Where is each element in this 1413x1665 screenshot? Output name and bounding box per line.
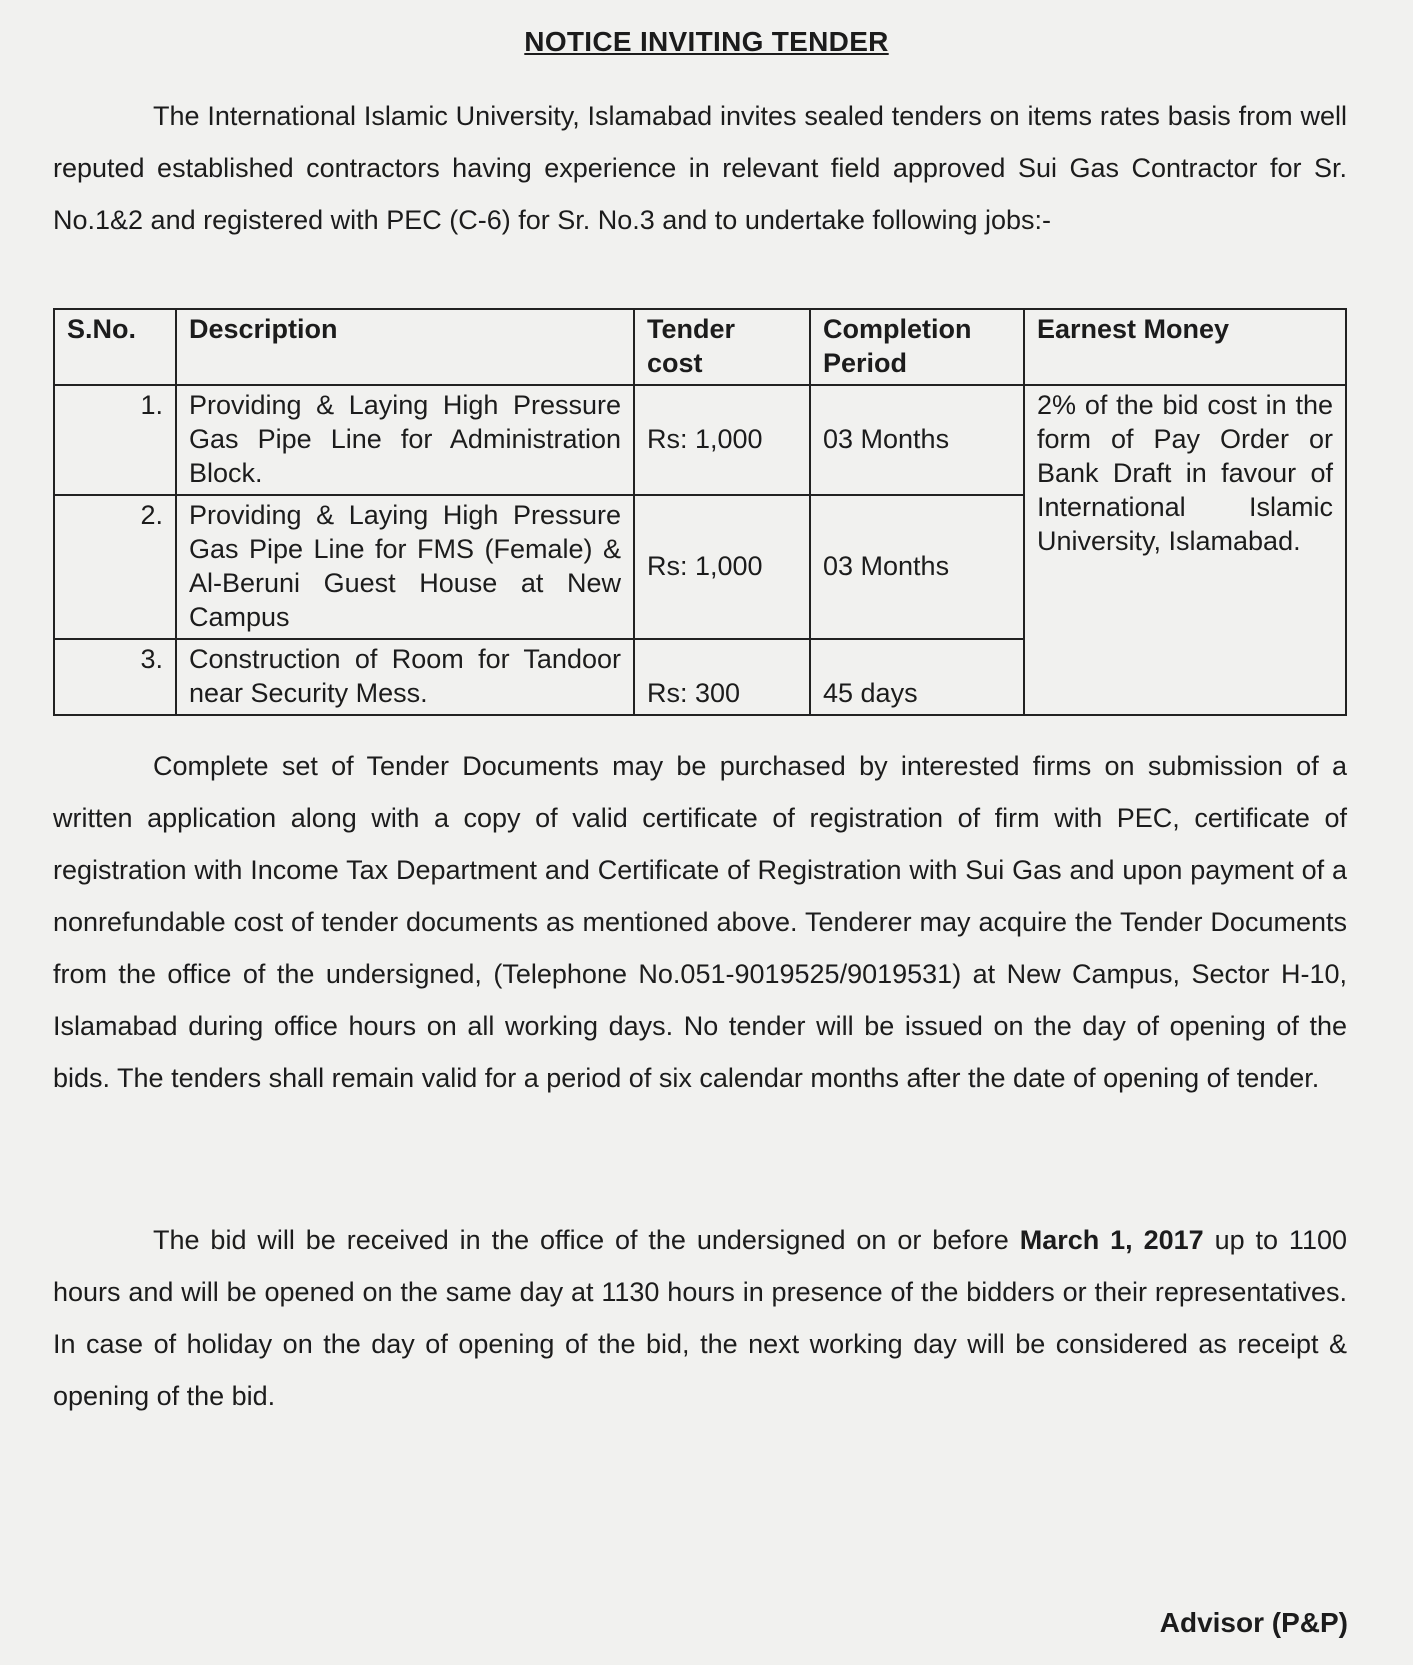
- row-sno: 1.: [54, 385, 176, 495]
- row-completion-period: 03 Months: [810, 495, 1024, 639]
- table-row: [54, 385, 1346, 495]
- header-completion-period: Completion Period: [810, 309, 1024, 385]
- header-earnest-money: Earnest Money: [1024, 309, 1346, 385]
- bid-text-before: The bid will be received in the office of the undersigned on or before: [153, 1225, 1009, 1255]
- row-completion-period: 03 Months: [810, 385, 1024, 495]
- intro-paragraph: [53, 90, 1347, 246]
- row-description: Providing & Laying High Pressure Gas Pipe Line for Administration Block.: [176, 385, 634, 495]
- header-tender-cost: Tender cost: [634, 309, 810, 385]
- notice-title: NOTICE INVITING TENDER: [524, 26, 889, 57]
- header-description: Description: [176, 309, 634, 385]
- signature: Advisor (P&P): [1159, 1607, 1348, 1638]
- row-tender-cost: Rs: 1,000: [634, 495, 810, 639]
- bid-paragraph: [53, 1214, 1347, 1422]
- row-tender-cost: Rs: 300: [634, 639, 810, 715]
- row-completion-period: 45 days: [810, 639, 1024, 715]
- documents-paragraph: [53, 740, 1347, 1104]
- row-tender-cost: Rs: 1,000: [634, 385, 810, 495]
- row-description: Construction of Room for Tandoor near Security Mess.: [176, 639, 634, 715]
- bid-date: March 1, 2017: [1019, 1225, 1204, 1255]
- row-sno: 2.: [54, 495, 176, 639]
- row-description: Providing & Laying High Pressure Gas Pipe Line for FMS (Female) & Al-Beruni Guest House at New Campus: [176, 495, 634, 639]
- row-sno: 3.: [54, 639, 176, 715]
- header-sno: S.No.: [54, 309, 176, 385]
- intro-text: The International Islamic University, Islamabad invites sealed tenders on items rates basis from well reputed established contractors having experience in relevant field approved Sui Gas Contractor for Sr. No.1&2 and registered with PEC (C-6) for Sr. No.3 and to undertake following jobs:-: [53, 101, 1347, 235]
- earnest-money-cell: 2% of the bid cost in the form of Pay Order or Bank Draft in favour of International Islamic University, Islamabad.: [1024, 385, 1346, 715]
- tender-table: [53, 308, 1347, 716]
- documents-text: Complete set of Tender Documents may be purchased by interested firms on submission of a written application along with a copy of valid certificate of registration of firm with PEC, certificate of registration with Income Tax Department and Certificate of Registration with Sui Gas and upon payment of a nonrefundable cost of tender documents as mentioned above. Tenderer may acquire the Tender Documents from the office of the undersigned, (Telephone No.051-9019525/9019531) at New Campus, Sector H-10, Islamabad during office hours on all working days. No tender will be issued on the day of opening of the bids. The tenders shall remain valid for a period of six calendar months after the date of opening of tender.: [53, 751, 1347, 1093]
- bid-text-after: up to 1100 hours and will be opened on the same day at 1130 hours in presence of the bidders or their representatives. In case of holiday on the day of opening of the bid, the next working day will be considered as receipt & opening of the bid.: [53, 1225, 1347, 1411]
- tender-table-header-row: [54, 309, 1346, 385]
